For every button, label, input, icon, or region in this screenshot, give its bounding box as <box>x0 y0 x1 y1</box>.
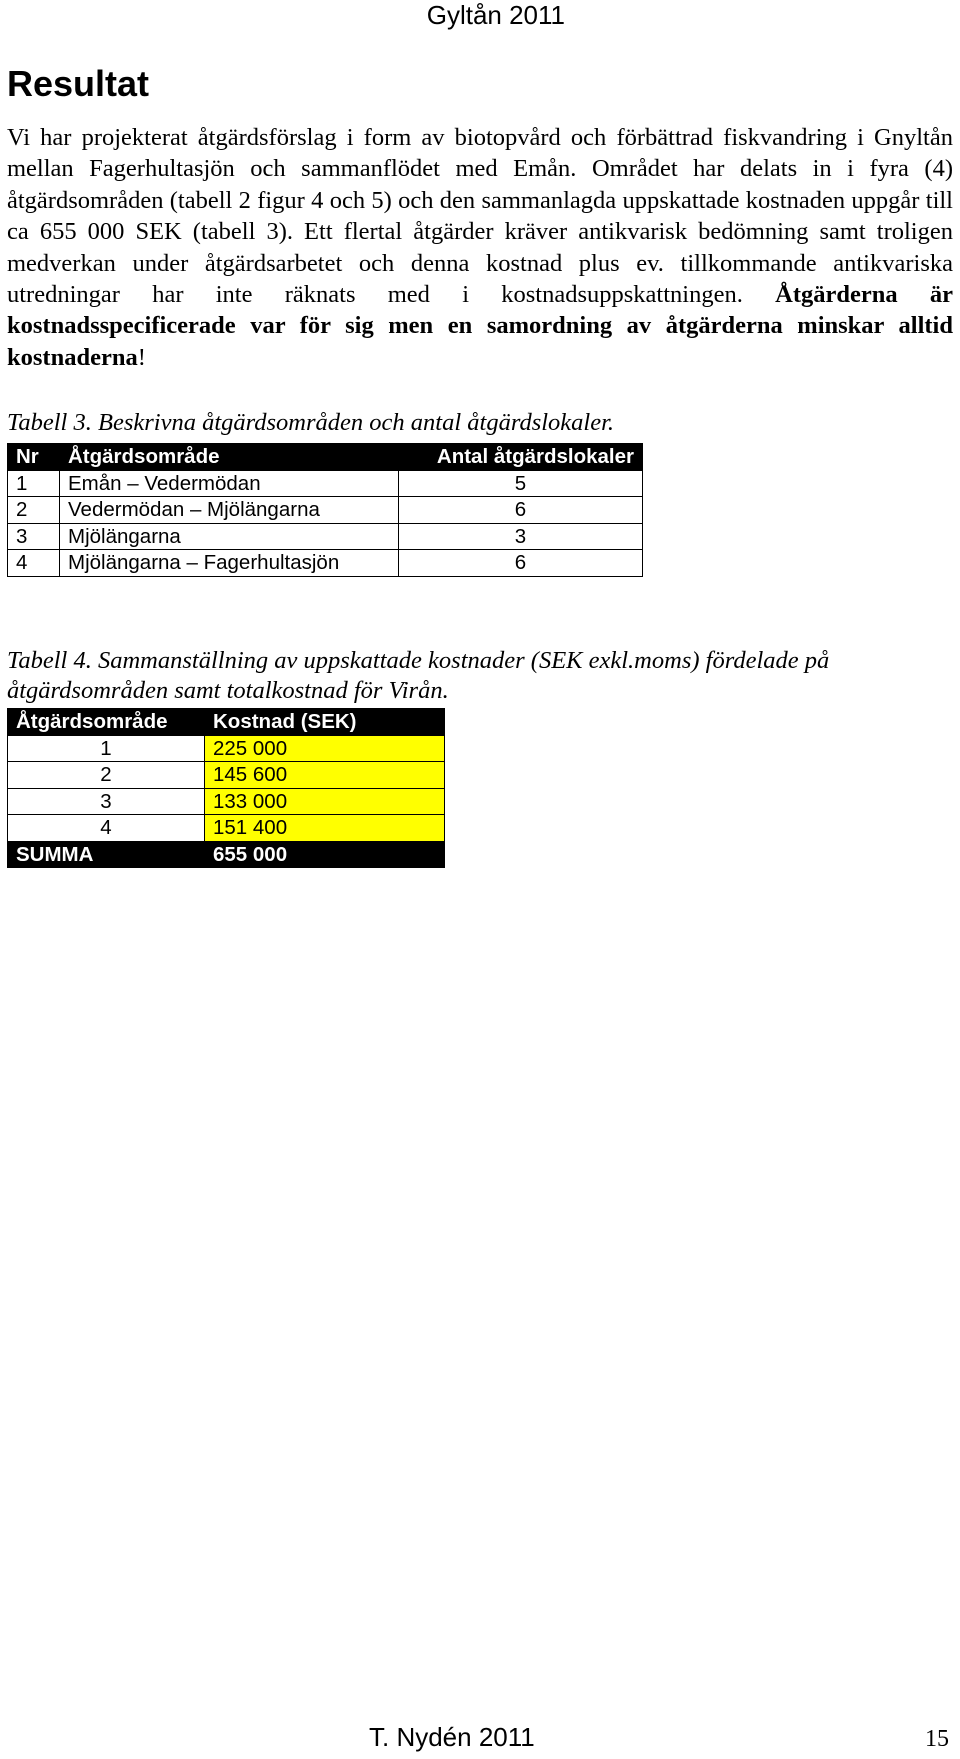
table-row <box>8 470 643 497</box>
table3-header-nr: Nr <box>8 444 60 471</box>
paragraph-text: Vi har projekterat åtgärdsförslag i form av biotopvård och förbättrad fiskvandring i Gnyltån mellan Fagerhultasjön och sammanflödet med Emån. Området har delats in i fyra (4) åtgärdsområden (tabell 2 figur 4 och 5) och den sammanlagda uppskattade kostnaden uppgår till ca 655 000 SEK (tabell 3). Ett flertal åtgärder kräver antikvarisk bedömning samt troligen medverkan under åtgärdsarbetet och denna kostnad plus ev. tillkommande antikvariska utredningar har inte räknats med i kostnadsuppskattningen. <box>7 124 953 309</box>
table4-cell-area: 1 <box>8 735 205 762</box>
result-paragraph <box>7 122 953 373</box>
table4-sum-value: 655 000 <box>205 841 445 868</box>
table4-cell-area: 4 <box>8 815 205 842</box>
table3-cell-area: Mjölängarna – Fagerhultasjön <box>60 550 399 577</box>
table3-header-row <box>8 444 643 471</box>
section-title: Resultat <box>7 63 150 104</box>
table4-cell-cost: 133 000 <box>205 788 445 815</box>
table4 <box>7 708 445 868</box>
table3-cell-area: Vedermödan – Mjölängarna <box>60 497 399 524</box>
table3-cell-nr: 3 <box>8 523 60 550</box>
table3-cell-count: 6 <box>399 550 643 577</box>
table4-sum-label: SUMMA <box>8 841 205 868</box>
table4-cell-cost: 151 400 <box>205 815 445 842</box>
table-row <box>8 550 643 577</box>
paragraph-tail: ! <box>137 343 146 371</box>
table-row <box>8 815 445 842</box>
table3-cell-count: 6 <box>399 497 643 524</box>
footer-author: T. Nydén 2011 <box>369 1722 535 1752</box>
table3-cell-nr: 1 <box>8 470 60 497</box>
table4-cell-cost: 145 600 <box>205 762 445 789</box>
table3-cell-count: 5 <box>399 470 643 497</box>
table4-header-cost: Kostnad (SEK) <box>205 709 445 736</box>
table-row <box>8 735 445 762</box>
paragraph-bold-text: Åtgärderna är kostnadsspecificerade var för sig men en samordning av åtgärderna minskar alltid kostnaderna <box>7 281 953 371</box>
table4-header-area: Åtgärdsområde <box>8 709 205 736</box>
table3-cell-area: Emån – Vedermödan <box>60 470 399 497</box>
table-row <box>8 788 445 815</box>
table4-cell-area: 2 <box>8 762 205 789</box>
table4-header-row <box>8 709 445 736</box>
table-row <box>8 497 643 524</box>
table4-caption: Tabell 4. Sammanställning av uppskattade kostnader (SEK exkl.moms) fördelade på åtgärdsområden samt totalkostnad för Virån. <box>7 647 830 704</box>
page-number: 15 <box>925 1726 949 1752</box>
page-header: Gyltån 2011 <box>426 0 565 30</box>
table4-cell-cost: 225 000 <box>205 735 445 762</box>
table-row <box>8 523 643 550</box>
table3-header-count: Antal åtgärdslokaler <box>399 444 643 471</box>
table4-cell-area: 3 <box>8 788 205 815</box>
table3-cell-area: Mjölängarna <box>60 523 399 550</box>
table-row <box>8 762 445 789</box>
table3-cell-count: 3 <box>399 523 643 550</box>
table3-caption: Tabell 3. Beskrivna åtgärdsområden och antal åtgärdslokaler. <box>7 409 615 436</box>
table3 <box>7 443 643 577</box>
table3-header-area: Åtgärdsområde <box>60 444 399 471</box>
table3-cell-nr: 4 <box>8 550 60 577</box>
table4-sum-row <box>8 841 445 868</box>
table3-cell-nr: 2 <box>8 497 60 524</box>
